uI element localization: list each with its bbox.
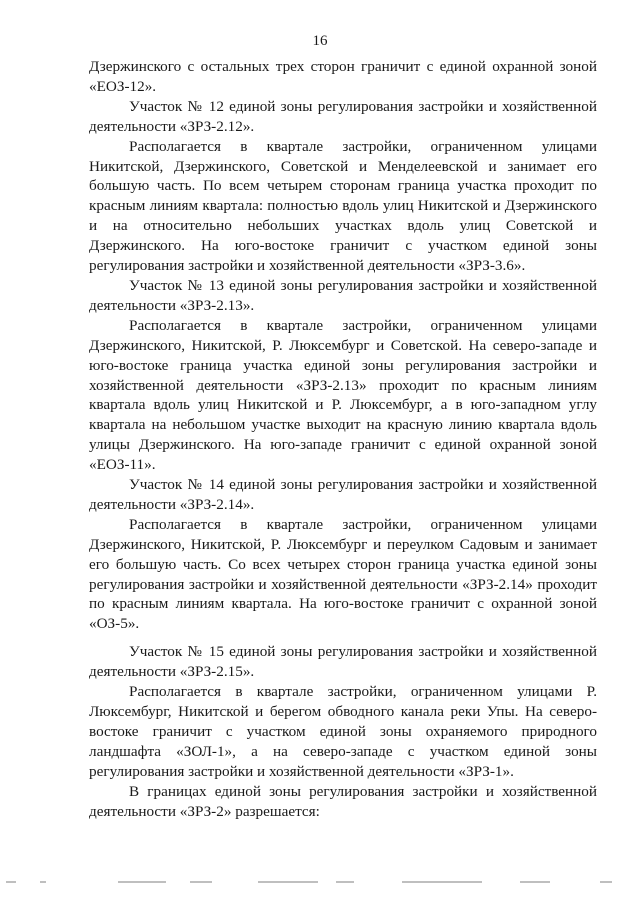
paragraph-plot-12-heading: Участок № 12 единой зоны регулирования застройки и хозяйственной деятельности «ЗРЗ-2.12».	[89, 97, 597, 135]
paragraph-plot-15-heading: Участок № 15 единой зоны регулирования застройки и хозяйственной деятельности «ЗРЗ-2.15».	[89, 643, 597, 681]
paragraph-continuation: Дзержинского с остальных трех сторон граничит с единой охранной зоной «ЕОЗ-12».	[89, 58, 597, 95]
paragraph-plot-15-description: Располагается в квартале застройки, ограниченном улицами Р. Люксембург, Никитской и берегом обводного канала реки Упы. На северо-востоке граничит с участком единой зоны охраняемого природного ландшафта «ЗОЛ-1», а на северо-западе с участком единой зоны регулирования застройки и хозяйственной деятельности «ЗРЗ-1».	[89, 683, 597, 780]
paragraph-permitted-intro: В границах единой зоны регулирования застройки и хозяйственной деятельности «ЗРЗ-2» разрешается:	[89, 782, 597, 820]
page-number: 16	[312, 33, 328, 49]
paragraph-plot-14-heading: Участок № 14 единой зоны регулирования застройки и хозяйственной деятельности «ЗРЗ-2.14».	[89, 476, 597, 513]
paragraph-plot-14-description: Располагается в квартале застройки, ограниченном улицами Дзержинского, Никитской, Р. Люксембург и переулком Садовым и занимает его большую часть. Со всех четырех сторон граница участка единой зоны регулирования застройки и хозяйственной деятельности «ЗРЗ-2.14» проходит по красным линиям квартала. На юго-востоке граничит с охранной зоной «ОЗ-5».	[89, 515, 597, 633]
paragraph-plot-12-description: Располагается в квартале застройки, ограниченном улицами Никитской, Дзержинского, Советской и Менделеевской и занимает его большую часть. По всем четырем сторонам граница участка проходит по красным линиям квартала: полностью вдоль улиц Никитской и Дзержинского и на относительно небольших участках вдоль улиц Советской и Дзержинского. На юго-востоке граничит с участком единой зоны регулирования застройки и хозяйственной деятельности «ЗРЗ-3.6».	[89, 137, 597, 275]
paragraph-plot-13-heading: Участок № 13 единой зоны регулирования застройки и хозяйственной деятельности «ЗРЗ-2.13».	[89, 276, 597, 314]
paragraph-plot-13-description: Располагается в квартале застройки, ограниченном улицами Дзержинского, Никитской, Р. Люксембург и Советской. На северо-западе и юго-востоке граница участка единой зоны регулирования застройки и хозяйственной деятельности «ЗРЗ-2.13» проходит по красным линиям квартала вдоль улиц Никитской и Р. Люксембург, а в юго-западном углу квартала на небольшом участке выходит на красную линию квартала вдоль улицы Дзержинского. На юго-западе граничит с единой охранной зоной «ЕОЗ-11».	[89, 316, 597, 474]
document-body	[89, 57, 597, 821]
scan-artifact-line	[0, 881, 640, 891]
